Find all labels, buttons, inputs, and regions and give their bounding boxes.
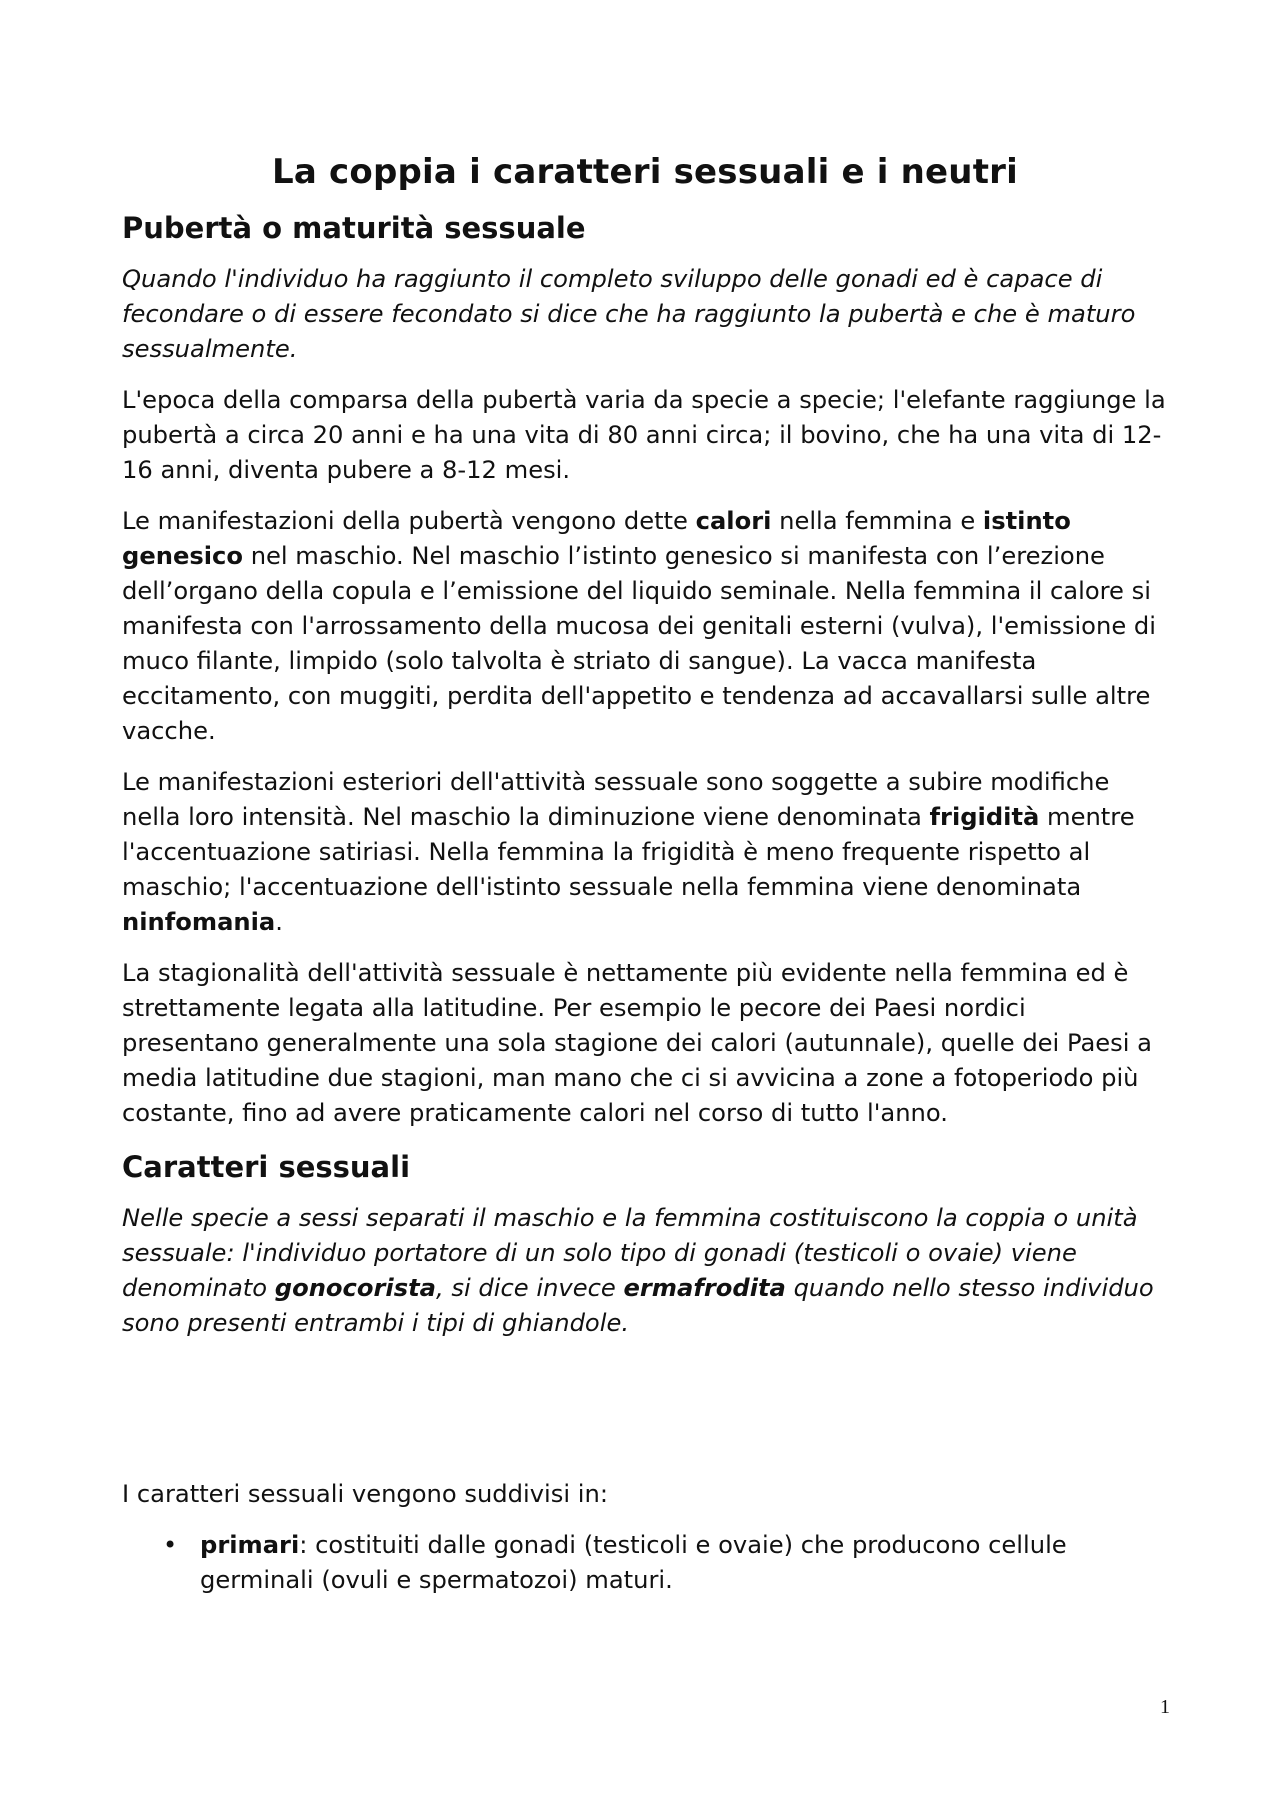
- caratteri-definition-paragraph: [122, 1201, 1168, 1341]
- term-istinto-genesico: istinto genesico: [122, 507, 1071, 570]
- list-item: [122, 1528, 1168, 1598]
- page-number: 1: [1160, 1696, 1170, 1718]
- text-run: mentre l'accentuazione satiriasi. Nella femmina la frigidità è meno frequente rispetto al maschio; l'accentuazione dell'istinto sessuale nella femmina viene denominata: [122, 803, 1135, 901]
- section-heading-caratteri-sessuali: Caratteri sessuali: [122, 1150, 411, 1184]
- text-run: Le manifestazioni esteriori dell'attività sessuale sono soggette a subire modifiche nella loro intensità. Nel maschio la diminuzione viene denominata: [122, 768, 1110, 831]
- puberta-manifestations-paragraph: [122, 504, 1168, 749]
- sexual-activity-intensity-paragraph: [122, 765, 1168, 940]
- term-gonocorista: gonocorista: [274, 1274, 437, 1302]
- term-ninfomania: ninfomania: [122, 908, 276, 936]
- text-run: quando nello stesso individuo sono presenti entrambi i tipi di ghiandole.: [122, 1274, 1154, 1337]
- text-run: Nelle specie a sessi separati il maschio e la femmina costituiscono la coppia o unità sessuale: l'individuo portatore di un solo tipo di gonadi (testicoli o ovaie) viene denominato: [122, 1204, 1138, 1302]
- text-run: .: [275, 908, 283, 936]
- term-ermafrodita: ermafrodita: [623, 1274, 786, 1302]
- page-content: [122, 150, 1168, 1598]
- seasonality-paragraph: La stagionalità dell'attività sessuale è nettamente più evidente nella femmina ed è strettamente legata alla latitudine. Per esempio le pecore dei Paesi nordici presentano generalmente una sola stagione dei calori (autunnale), quelle dei Paesi a media latitudine due stagioni, man mano che ci si avvicina a zone a fotoperiodo più costante, fino ad avere praticamente calori nel corso di tutto l'anno.: [122, 959, 1152, 1127]
- classification-intro-paragraph: I caratteri sessuali vengono suddivisi in:: [122, 1480, 608, 1508]
- section-heading-puberta: Pubertà o maturità sessuale: [122, 211, 586, 245]
- term-frigidita: frigidità: [929, 803, 1040, 831]
- document-title: La coppia i caratteri sessuali e i neutri: [272, 152, 1018, 192]
- term-primari: primari: [200, 1531, 300, 1559]
- term-calori: calori: [695, 507, 772, 535]
- text-run: nella femmina e: [771, 507, 983, 535]
- text-run: Le manifestazioni della pubertà vengono dette: [122, 507, 696, 535]
- list-item-text: : costituiti dalle gonadi (testicoli e ovaie) che producono cellule germinali (ovuli e spermatozoi) maturi.: [200, 1531, 1067, 1594]
- puberta-epoch-paragraph: L'epoca della comparsa della pubertà varia da specie a specie; l'elefante raggiunge la pubertà a circa 20 anni e ha una vita di 80 anni circa; il bovino, che ha una vita di 12-16 anni, diventa pubere a 8-12 mesi.: [122, 386, 1166, 484]
- bullet-icon: •: [163, 1531, 178, 1559]
- puberta-definition-paragraph: Quando l'individuo ha raggiunto il completo sviluppo delle gonadi ed è capace di fecondare o di essere fecondato si dice che ha raggiunto la pubertà e che è maturo sessualmente.: [122, 265, 1136, 363]
- text-run: nel maschio. Nel maschio l’istinto genesico si manifesta con l’erezione dell’organo della copula e l’emissione del liquido seminale. Nella femmina il calore si manifesta con l'arrossamento della mucosa dei genitali esterni (vulva), l'emissione di muco filante, limpido (solo talvolta è striato di sangue). La vacca manifesta eccitamento, con muggiti, perdita dell'appetito e tendenza ad accavallarsi sulle altre vacche.: [122, 542, 1156, 745]
- sexual-characters-list: [122, 1528, 1168, 1598]
- text-run: , si dice invece: [436, 1274, 624, 1302]
- blank-space: [122, 1357, 1168, 1477]
